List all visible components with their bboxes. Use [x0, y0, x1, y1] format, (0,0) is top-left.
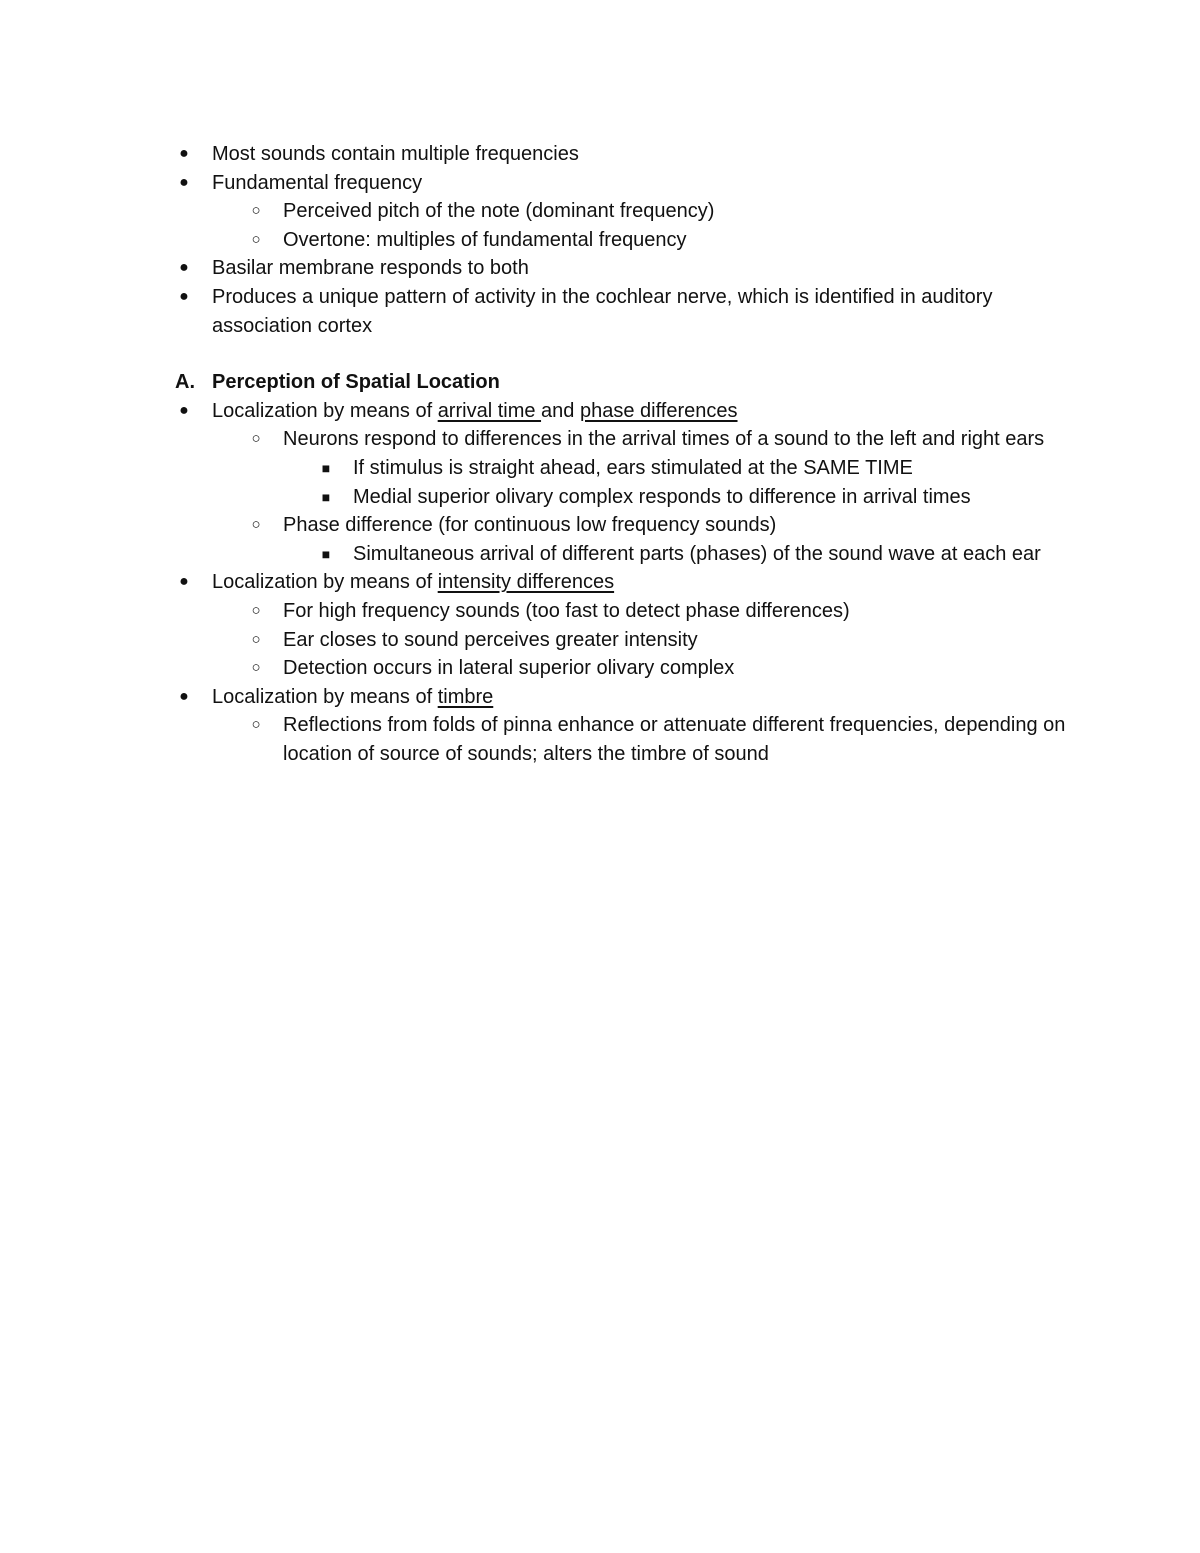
list-item-text: Basilar membrane responds to both: [212, 257, 529, 280]
list-item: [175, 454, 1075, 483]
section-heading: [175, 368, 1075, 397]
circle-bullet-icon: ○: [251, 716, 261, 734]
disc-bullet-icon: ●: [179, 287, 189, 305]
disc-bullet-icon: ●: [179, 173, 189, 191]
disc-bullet-icon: ●: [179, 687, 189, 705]
list-item: [175, 140, 1075, 169]
list-item: [175, 397, 1075, 426]
list-item-text: Perceived pitch of the note (dominant frequency): [283, 200, 715, 223]
list-item: [175, 683, 1075, 712]
list-item: [175, 483, 1075, 512]
list-item: [175, 425, 1075, 454]
list-item: [175, 597, 1075, 626]
list-item: [175, 511, 1075, 540]
list-item: [175, 568, 1075, 597]
disc-bullet-icon: ●: [179, 145, 189, 162]
underlined-term: phase differences: [579, 399, 738, 422]
list-item: [175, 711, 1075, 768]
list-item-text: Fundamental frequency: [212, 171, 423, 194]
list-item: [175, 654, 1075, 683]
list-item-text: [212, 400, 738, 422]
square-bullet-icon: ■: [321, 488, 331, 505]
list-item: [175, 169, 1075, 198]
list-item: [175, 226, 1075, 255]
text-middle: and: [541, 399, 580, 422]
list-item: [175, 283, 1075, 340]
text-prefix: Localization by means of: [212, 399, 438, 422]
circle-bullet-icon: ○: [251, 659, 261, 677]
list-item-text: Overtone: multiples of fundamental frequency: [283, 228, 687, 251]
circle-bullet-icon: ○: [251, 516, 261, 534]
section-label: A.: [175, 371, 195, 394]
circle-bullet-icon: ○: [251, 430, 261, 448]
underlined-term: arrival time: [437, 399, 542, 422]
list-item-text: Medial superior olivary complex responds to difference in arrival times: [353, 485, 971, 508]
list-item-text: If stimulus is straight ahead, ears stimulated at the SAME TIME: [353, 456, 913, 479]
circle-bullet-icon: ○: [251, 630, 261, 648]
square-bullet-icon: ■: [321, 459, 331, 476]
underlined-term: intensity differences: [437, 571, 615, 594]
list-item-text: Simultaneous arrival of different parts (phases) of the sound wave at each ear: [353, 542, 1041, 565]
disc-bullet-icon: ●: [179, 573, 189, 591]
square-bullet-icon: ■: [321, 545, 331, 562]
text-prefix: Localization by means of: [212, 571, 438, 594]
notes-content: [175, 140, 1075, 768]
section-title: Perception of Spatial Location: [212, 371, 500, 394]
disc-bullet-icon: ●: [179, 259, 189, 277]
underlined-term: timbre: [437, 685, 494, 708]
list-item: [175, 540, 1075, 569]
list-item-text: For high frequency sounds (too fast to detect phase differences): [283, 599, 850, 622]
list-item-text: Ear closes to sound perceives greater intensity: [283, 628, 698, 651]
list-item-text: Neurons respond to differences in the arrival times of a sound to the left and right ears: [283, 428, 1045, 451]
list-item: [175, 197, 1075, 226]
list-item: [175, 254, 1075, 283]
list-item-text: Phase difference (for continuous low frequency sounds): [283, 514, 777, 537]
list-item-text: [212, 571, 614, 593]
text-prefix: Localization by means of: [212, 685, 438, 708]
list-item-text: [212, 686, 493, 708]
list-item-text: Detection occurs in lateral superior olivary complex: [283, 657, 735, 680]
list-item-text: Reflections from folds of pinna enhance or attenuate different frequencies, depending on location of source of sounds; alters the timbre of sound: [283, 714, 1066, 765]
list-item-text: Most sounds contain multiple frequencies: [212, 143, 579, 165]
blank-line: [175, 340, 1075, 368]
list-item: [175, 626, 1075, 655]
circle-bullet-icon: ○: [251, 202, 261, 220]
disc-bullet-icon: ●: [179, 401, 189, 419]
circle-bullet-icon: ○: [251, 230, 261, 248]
list-item-text: Produces a unique pattern of activity in the cochlear nerve, which is identified in auditory association cortex: [212, 285, 993, 337]
circle-bullet-icon: ○: [251, 601, 261, 619]
